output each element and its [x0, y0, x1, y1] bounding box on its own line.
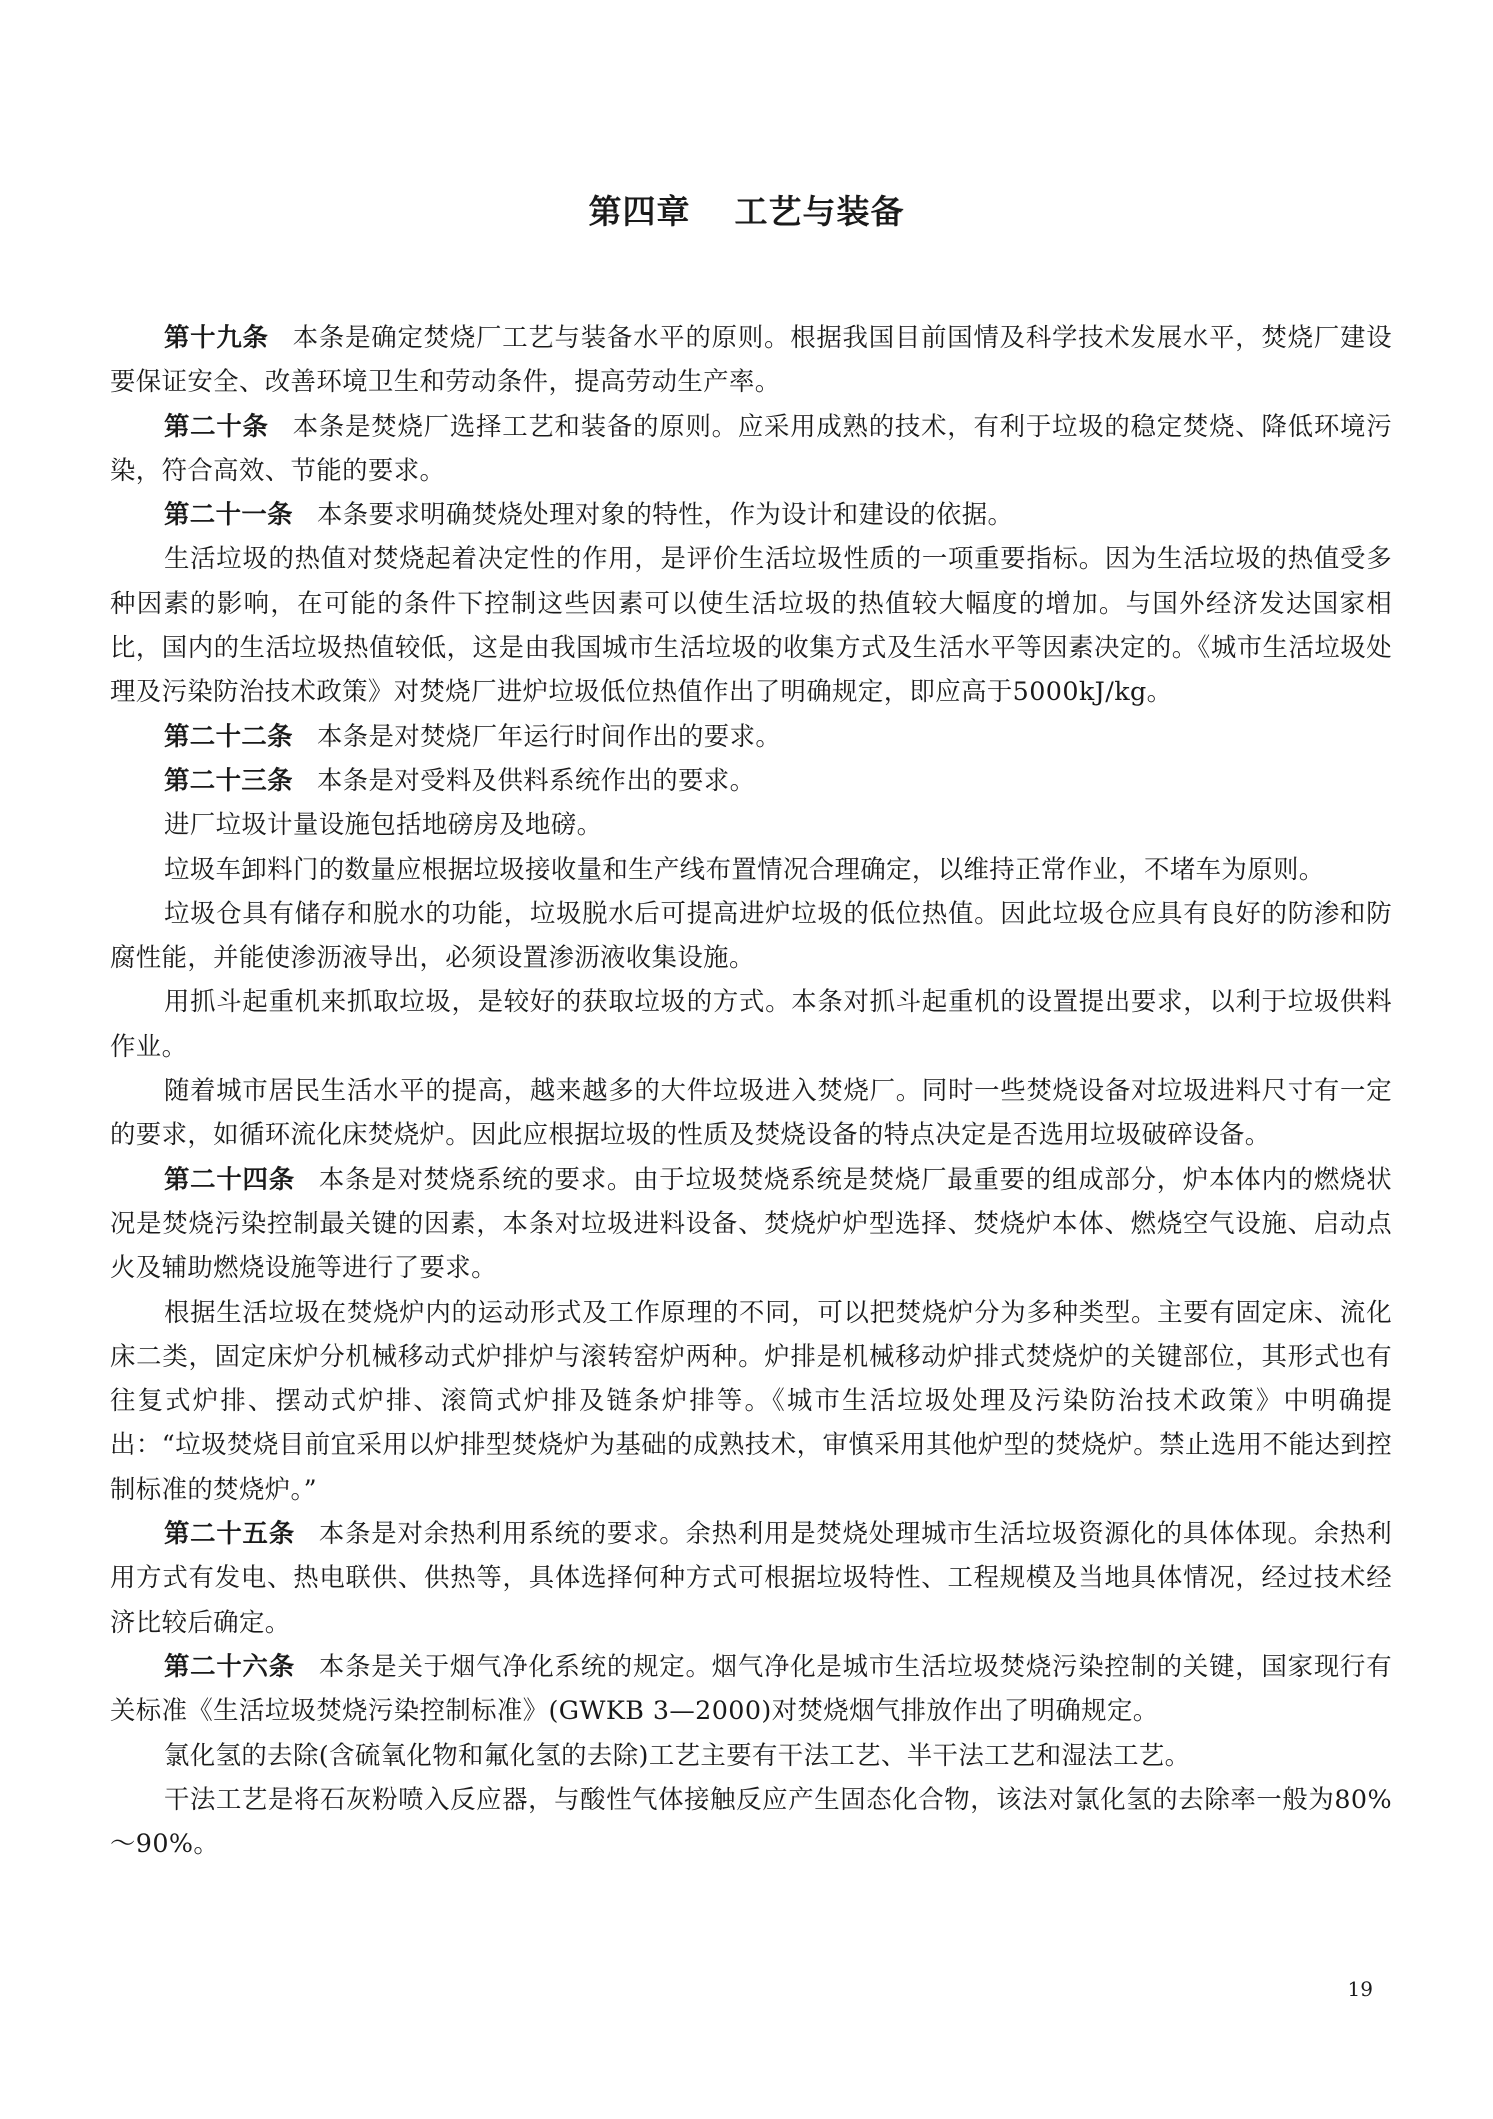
paragraph-text: 本条是焚烧厂选择工艺和装备的原则。应采用成熟的技术，有利于垃圾的稳定焚烧、降低环境污染，符合高效、节能的要求。	[110, 410, 1392, 485]
paragraph	[110, 1777, 1392, 1866]
paragraph-text: 氯化氢的去除(含硫氧化物和氟化氢的去除)工艺主要有干法工艺、半干法工艺和湿法工艺。	[164, 1739, 1191, 1770]
paragraph-text: 随着城市居民生活水平的提高，越来越多的大件垃圾进入焚烧厂。同时一些焚烧设备对垃圾进料尺寸有一定的要求，如循环流化床焚烧炉。因此应根据垃圾的性质及焚烧设备的特点决定是否选用垃圾破碎设备。	[110, 1075, 1392, 1150]
paragraph	[110, 404, 1392, 493]
page-number: 19	[1347, 1977, 1373, 2001]
article-label: 第十九条	[164, 322, 269, 352]
article-label: 第二十三条	[164, 764, 293, 795]
paragraph-text: 本条是关于烟气净化系统的规定。烟气净化是城市生活垃圾焚烧污染控制的关键，国家现行有关标准《生活垃圾焚烧污染控制标准》(GWKB 3—2000)对焚烧烟气排放作出了明确规定。	[110, 1650, 1393, 1726]
article-label: 第二十二条	[164, 720, 293, 751]
article-label: 第二十四条	[164, 1163, 295, 1194]
paragraph	[110, 1644, 1392, 1733]
paragraph	[110, 714, 1392, 758]
paragraph-text: 干法工艺是将石灰粉喷入反应器，与酸性气体接触反应产生固态化合物，该法对氯化氢的去除率一般为80%～90%。	[110, 1783, 1392, 1859]
article-label: 第二十一条	[164, 499, 293, 530]
paragraph	[110, 536, 1392, 713]
paragraph	[110, 1511, 1392, 1644]
paragraph	[110, 492, 1392, 536]
paragraph	[110, 1733, 1392, 1777]
paragraph	[110, 1157, 1392, 1290]
paragraph	[110, 847, 1392, 891]
paragraph-text: 垃圾仓具有储存和脱水的功能，垃圾脱水后可提高进炉垃圾的低位热值。因此垃圾仓应具有良好的防渗和防腐性能，并能使渗沥液导出，必须设置渗沥液收集设施。	[110, 897, 1392, 973]
paragraph	[110, 315, 1392, 404]
paragraph-text: 垃圾车卸料门的数量应根据垃圾接收量和生产线布置情况合理确定，以维持正常作业，不堵车为原则。	[164, 853, 1325, 884]
paragraph-text: 本条要求明确焚烧处理对象的特性，作为设计和建设的依据。	[316, 499, 1014, 530]
paragraph-text: 根据生活垃圾在焚烧炉内的运动形式及工作原理的不同，可以把焚烧炉分为多种类型。主要有固定床、流化床二类，固定床炉分机械移动式炉排炉与滚转窑炉两种。炉排是机械移动炉排式焚烧炉的关键部位，其形式也有往复式炉排、摆动式炉排、滚筒式炉排及链条炉排等。《城市生活垃圾处理及污染防治技术政策》中明确提出：“垃圾焚烧目前宜采用以炉排型焚烧炉为基础的成熟技术，审慎采用其他炉型的焚烧炉。禁止选用不能达到控制标准的焚烧炉。”	[110, 1296, 1392, 1504]
paragraph	[110, 1290, 1392, 1511]
paragraph	[110, 891, 1392, 980]
paragraph-text: 本条是对受料及供料系统作出的要求。	[316, 764, 756, 795]
chapter-number: 第四章	[588, 192, 691, 231]
paragraph-text: 本条是对焚烧系统的要求。由于垃圾焚烧系统是焚烧厂最重要的组成部分，炉本体内的燃烧状况是焚烧污染控制最关键的因素，本条对垃圾进料设备、焚烧炉炉型选择、焚烧炉本体、燃烧空气设施、启动点火及辅助燃烧设施等进行了要求。	[110, 1163, 1393, 1283]
paragraph-text: 生活垃圾的热值对焚烧起着决定性的作用，是评价生活垃圾性质的一项重要指标。因为生活垃圾的热值受多种因素的影响，在可能的条件下控制这些因素可以使生活垃圾的热值较大幅度的增加。与国外经济发达国家相比，国内的生活垃圾热值较低，这是由我国城市生活垃圾的收集方式及生活水平等因素决定的。《城市生活垃圾处理及污染防治技术政策》对焚烧厂进炉垃圾低位热值作出了明确规定，即应高于5000kJ/kg。	[110, 543, 1392, 707]
paragraph-text: 进厂垃圾计量设施包括地磅房及地磅。	[164, 809, 603, 840]
paragraph	[110, 758, 1392, 802]
chapter-name: 工艺与装备	[734, 192, 905, 231]
article-label: 第二十六条	[164, 1650, 295, 1681]
paragraph-text: 本条是对余热利用系统的要求。余热利用是焚烧处理城市生活垃圾资源化的具体体现。余热利用方式有发电、热电联供、供热等，具体选择何种方式可根据垃圾特性、工程规模及当地具体情况，经过技术经济比较后确定。	[110, 1518, 1393, 1637]
paragraph-text: 本条是确定焚烧厂工艺与装备水平的原则。根据我国目前国情及科学技术发展水平，焚烧厂建设要保证安全、改善环境卫生和劳动条件，提高劳动生产率。	[110, 322, 1392, 397]
paragraph	[110, 979, 1392, 1068]
paragraph	[110, 1068, 1392, 1157]
article-label: 第二十五条	[164, 1518, 295, 1549]
paragraph	[110, 802, 1392, 846]
paragraph-text: 用抓斗起重机来抓取垃圾，是较好的获取垃圾的方式。本条对抓斗起重机的设置提出要求，以利于垃圾供料作业。	[110, 986, 1392, 1061]
body-text	[110, 315, 1392, 1865]
article-label: 第二十条	[164, 410, 269, 441]
chapter-title	[0, 186, 1493, 233]
paragraph-text: 本条是对焚烧厂年运行时间作出的要求。	[316, 720, 782, 751]
